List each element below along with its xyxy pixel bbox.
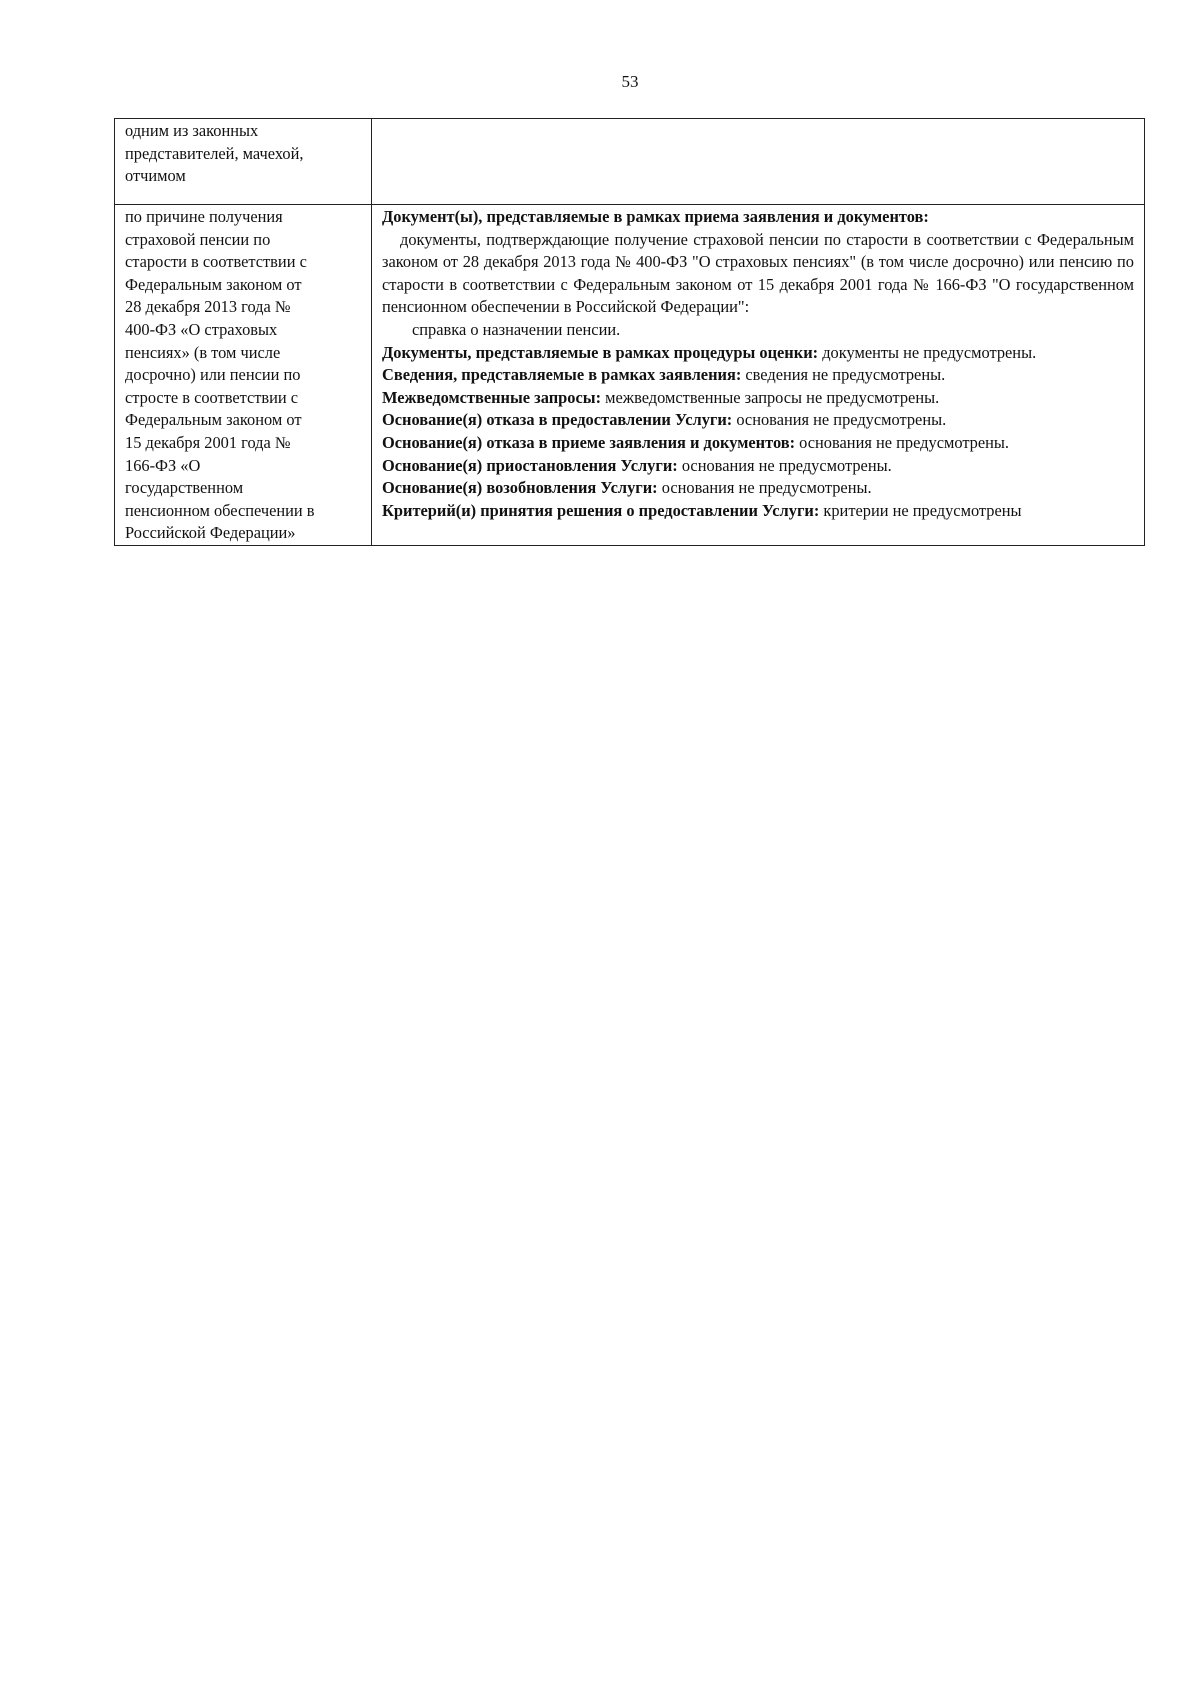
decision-criteria-label: Критерий(и) принятия решения о предоставлении Услуги: (382, 500, 820, 520)
category-line: Российской Федерации» (125, 523, 296, 543)
suspension-label: Основание(я) приостановления Услуги: (382, 455, 678, 475)
resumption-label: Основание(я) возобновления Услуги: (382, 478, 658, 498)
category-line: страховой пенсии по (125, 229, 271, 249)
category-line: одним из законных (125, 121, 259, 140)
category-line: пенсиях» (в том числе (125, 342, 281, 362)
suspension-value: основания не предусмотрены. (677, 455, 892, 475)
category-line: 28 декабря 2013 года № (125, 297, 291, 317)
assessment-label: Документы, представляемые в рамках процедуры оценки: (382, 342, 819, 362)
table-row (115, 119, 1145, 205)
service-description-cell (372, 205, 1145, 546)
category-line: 166-ФЗ «О (125, 455, 201, 475)
category-line: стросте в соответствии с (125, 387, 299, 407)
category-line: государственном (125, 478, 244, 498)
category-line: 400-ФЗ «О страховых (125, 319, 278, 339)
category-line: по причине получения (125, 207, 283, 226)
applicant-category-cell (115, 205, 372, 546)
table-row (115, 205, 1145, 546)
category-line: 15 декабря 2001 года № (125, 432, 291, 452)
interagency-requests-value: межведомственные запросы не предусмотрены. (601, 387, 940, 407)
documents-text: документы, подтверждающие получение страховой пенсии по старости в соответствии с Федеральным законом от 28 декабря 2013 года № 400-ФЗ "О страховых пенсиях" (в том числе досрочно) или пенсию по старости в соответствии с Федеральным законом от 15 декабря 2001 года № 166-ФЗ "О государственном пенсионном обеспечении в Российской Федерации": (382, 229, 1134, 317)
category-line: Федеральным законом от (125, 274, 302, 294)
documents-heading: Документ(ы), представляемые в рамках приема заявления и документов: (382, 207, 929, 226)
category-line: старости в соответствии с (125, 252, 307, 272)
services-table (114, 118, 1145, 546)
decision-criteria-value: критерии не предусмотрены (819, 500, 1022, 520)
page-number: 53 (621, 72, 639, 91)
category-line: отчимом (125, 166, 186, 186)
resumption-value: основания не предусмотрены. (657, 478, 872, 498)
category-line: Федеральным законом от (125, 410, 302, 430)
category-line: представителей, мачехой, (125, 143, 304, 163)
documents-item: справка о назначении пенсии. (412, 319, 621, 339)
category-line: досрочно) или пенсии по (125, 365, 301, 385)
refusal-service-label: Основание(я) отказа в предоставлении Услуги: (382, 410, 733, 430)
applicant-category-cell (115, 119, 372, 205)
assessment-value: документы не предусмотрены. (818, 342, 1037, 362)
interagency-requests-label: Межведомственные запросы: (382, 387, 602, 407)
refusal-documents-label: Основание(я) отказа в приеме заявления и документов: (382, 432, 796, 452)
info-value: сведения не предусмотрены. (741, 365, 946, 385)
category-line: пенсионном обеспечении в (125, 500, 315, 520)
refusal-documents-value: основания не предусмотрены. (795, 432, 1010, 452)
refusal-service-value: основания не предусмотрены. (732, 410, 947, 430)
empty-description-cell (372, 119, 1145, 205)
info-label: Сведения, представляемые в рамках заявления: (382, 365, 742, 385)
